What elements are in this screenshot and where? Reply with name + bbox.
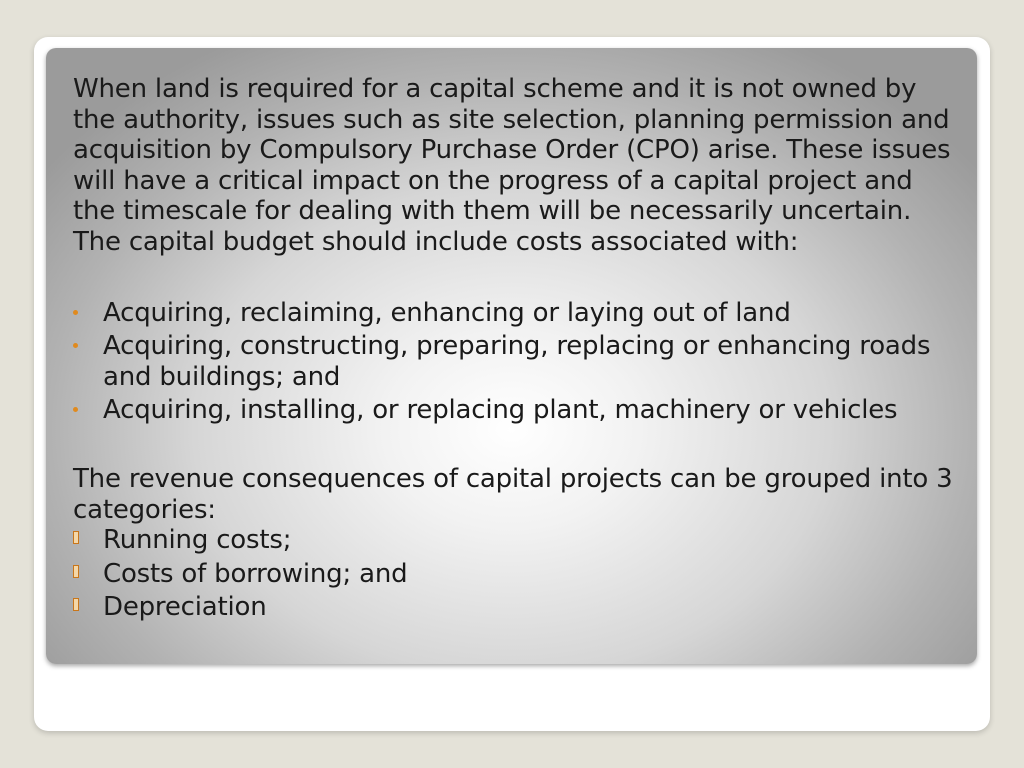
bullet-text: Acquiring, constructing, preparing, replacing or enhancing roads and buildings; and (103, 331, 931, 392)
list-item (73, 331, 959, 392)
box-bullet-icon (73, 565, 79, 578)
dot-bullet-icon (73, 407, 78, 412)
list-item (73, 395, 959, 426)
bullet-text: Depreciation (103, 592, 267, 623)
list-item (73, 525, 959, 556)
bullet-text: Acquiring, reclaiming, enhancing or laying out of land (103, 297, 791, 328)
bullet-text: Costs of borrowing; and (103, 558, 408, 589)
list-item (73, 298, 959, 329)
list-item (73, 592, 959, 623)
bullet-text: Acquiring, installing, or replacing plant, machinery or vehicles (103, 395, 898, 426)
revenue-paragraph: The revenue consequences of capital projects can be grouped into 3 categories: (73, 463, 953, 525)
list-item (73, 559, 959, 590)
intro-paragraph: When land is required for a capital scheme and it is not owned by the authority, issues such as site selection, planning permission and acquisition by Compulsory Purchase Order (CPO) arise. These issues will have a critical impact on the progress of a capital project and the timescale for dealing with them will be necessarily uncertain. The capital budget should include costs associated with: (73, 74, 951, 257)
bullet-text: Running costs; (103, 525, 292, 556)
revenue-bullet-list (73, 525, 959, 623)
box-bullet-icon (73, 531, 79, 544)
box-bullet-icon (73, 598, 79, 611)
dot-bullet-icon (73, 343, 78, 348)
dot-bullet-icon (73, 310, 78, 315)
cost-bullet-list (73, 298, 959, 426)
content-box (46, 48, 977, 664)
